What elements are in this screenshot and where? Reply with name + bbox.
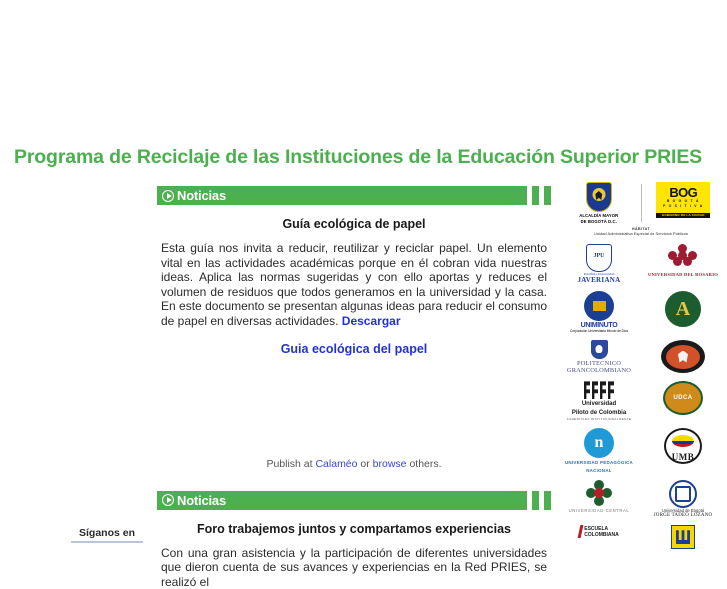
escuela-mark-icon bbox=[579, 525, 618, 538]
politecnico-shield-icon bbox=[591, 340, 608, 359]
logo-row bbox=[557, 291, 725, 333]
uniminuto-wordmark: UNIMINUTO bbox=[580, 322, 618, 329]
escuela-bar-icon bbox=[578, 525, 584, 538]
main-content bbox=[157, 186, 551, 589]
uan-seal-icon bbox=[665, 291, 701, 327]
piloto-subtitle: ACREDITADA INSTITUCIONALMENTE bbox=[566, 417, 632, 422]
logo-alcaldia-mayor-bogota[interactable] bbox=[557, 182, 641, 224]
spacer bbox=[557, 374, 725, 381]
article-body bbox=[161, 546, 547, 589]
logo-jorge-tadeo-lozano[interactable] bbox=[641, 480, 725, 518]
umb-wordmark: UMB bbox=[671, 452, 695, 463]
news-header-main-1 bbox=[157, 186, 527, 205]
politecnico-wordmark: POLITECNICO GRANCOLOMBIANO bbox=[566, 360, 632, 375]
habitat-title: HÁBITAT bbox=[631, 227, 651, 231]
document-link[interactable]: Guia ecológica del papel bbox=[280, 341, 428, 356]
upn-wordmark-2: NACIONAL bbox=[586, 467, 612, 473]
logo-caption: ALCALDÍA MAYOR bbox=[579, 213, 619, 218]
logo-row bbox=[557, 428, 725, 473]
news-header-bar-1 bbox=[157, 186, 551, 205]
calameo-embed-viewer[interactable] bbox=[157, 356, 551, 456]
escuela-caption-2: COLOMBIANA bbox=[584, 531, 619, 538]
section-spacer bbox=[157, 470, 551, 491]
tadeo-caption-1: Universidad de Bogotá bbox=[661, 508, 705, 514]
article-body-text: Esta guía nos invita a reducir, reutilizar y reciclar papel. Un elemento vital en las actividades académicas porque en él cobran vida nuestras ideas. Aplica las normas sugeridas y con ello aportas y reduces el volumen de residuos que todos generamos en la universidad y la casa. En este documento se presentan algunas ideas para reducir el consumo de papel en diversas actividades. bbox=[161, 241, 547, 328]
uniminuto-circle-icon bbox=[584, 291, 614, 321]
piloto-mark-icon bbox=[584, 381, 614, 399]
spacer bbox=[557, 333, 725, 340]
play-circle-icon bbox=[162, 190, 174, 202]
habitat-credit bbox=[557, 227, 725, 237]
javeriana-pre: Pontificia Universidad bbox=[583, 272, 615, 276]
calameo-embed-footer bbox=[157, 458, 551, 470]
tadeo-circle-icon bbox=[669, 480, 697, 508]
news-header-label: Noticias bbox=[177, 188, 226, 203]
rosario-wordmark: UNIVERSIDAD DEL ROSARIO bbox=[648, 272, 718, 277]
news-header-block-a bbox=[532, 491, 539, 510]
article-body-line-2: dieron cuenta de sus avances y experiencias en la Red PRIES, se realizó el bbox=[161, 560, 547, 589]
news-header-block-b bbox=[544, 186, 551, 205]
logo-uniminuto[interactable] bbox=[557, 291, 641, 333]
spacer bbox=[557, 237, 725, 244]
article-1 bbox=[157, 217, 551, 356]
calameo-link[interactable]: Calaméo bbox=[315, 457, 358, 470]
article-title: Foro trabajemos juntos y compartamos experiencias bbox=[197, 521, 511, 536]
bog-tagline-2: P O S I T I V A bbox=[663, 203, 704, 208]
follow-us-section bbox=[62, 527, 152, 543]
udca-seal-icon bbox=[663, 381, 703, 415]
logo-universidad-central[interactable] bbox=[557, 480, 641, 513]
upn-circle-icon bbox=[584, 428, 614, 458]
bog-mark-icon bbox=[656, 182, 710, 213]
news-header-label: Noticias bbox=[177, 492, 226, 508]
logo-row bbox=[557, 525, 725, 549]
partner-logos-sidebar bbox=[557, 182, 725, 549]
logo-universidad-manuela-beltran[interactable] bbox=[641, 428, 725, 464]
bogota-crest-icon bbox=[586, 182, 612, 212]
logo-udca[interactable] bbox=[641, 381, 725, 415]
central-flower-icon bbox=[586, 480, 612, 506]
habitat-subtitle: Unidad Administrativa Especial de Servicios Públicos bbox=[593, 231, 689, 236]
article-body bbox=[161, 241, 547, 329]
embed-prefix: Publish at bbox=[266, 457, 316, 470]
news-header-block-a bbox=[532, 186, 539, 205]
logo-universidad-javeriana[interactable] bbox=[557, 244, 641, 284]
tadeo-caption-2: JORGE TADEO LOZANO bbox=[653, 513, 713, 519]
javeriana-shield-icon bbox=[586, 244, 612, 272]
logo-row bbox=[557, 480, 725, 518]
universidad-libre-seal-icon bbox=[661, 340, 705, 373]
news-header-block-b bbox=[544, 491, 551, 510]
javeriana-wordmark: JAVERIANA bbox=[577, 276, 621, 284]
central-wordmark: UNIVERSIDAD CENTRAL bbox=[568, 508, 630, 514]
upn-wordmark: UNIVERSIDAD PEDAGÓGICA bbox=[564, 460, 634, 466]
rosario-flower-icon bbox=[668, 244, 698, 270]
follow-us-underline bbox=[71, 541, 143, 543]
piloto-wordmark-2: Piloto de Colombia bbox=[571, 410, 627, 417]
escuela-caption-1: ESCUELA bbox=[584, 525, 609, 532]
play-circle-icon bbox=[162, 494, 174, 506]
news-header-bar-2 bbox=[157, 491, 551, 510]
logo-university-shield[interactable] bbox=[641, 525, 725, 549]
umb-seal-icon bbox=[664, 428, 702, 464]
browse-link[interactable]: browse bbox=[372, 457, 407, 470]
logo-caption-2: DE BOGOTÁ D.C. bbox=[580, 219, 617, 224]
spacer bbox=[557, 473, 725, 480]
logo-universidad-del-rosario[interactable] bbox=[641, 244, 725, 277]
bog-government-bar: GOBIERNO DE LA CIUDAD bbox=[656, 213, 710, 218]
embed-suffix: others. bbox=[406, 457, 442, 470]
download-link[interactable]: Descargar bbox=[341, 313, 401, 328]
logo-universidad-antonio-narino[interactable] bbox=[641, 291, 725, 327]
spacer bbox=[557, 284, 725, 291]
logo-row bbox=[557, 244, 725, 284]
logo-politecnico-grancolombiano[interactable] bbox=[557, 340, 641, 374]
embed-middle: or bbox=[357, 457, 373, 470]
article-body-line-1: Con una gran asistencia y la participación de diferentes universidades que bbox=[161, 545, 547, 575]
logo-universidad-libre[interactable] bbox=[641, 340, 725, 373]
news-header-main-2 bbox=[157, 491, 527, 510]
colombia-flag-icon bbox=[672, 435, 694, 447]
spacer bbox=[557, 421, 725, 428]
page-title: Programa de Reciclaje de las Instituciones de la Educación Superior PRIES bbox=[14, 146, 703, 168]
logo-row bbox=[557, 381, 725, 421]
logo-universidad-pedagogica-nacional[interactable] bbox=[557, 428, 641, 473]
logo-bogota-positiva[interactable] bbox=[642, 182, 726, 218]
piloto-wordmark: Universidad bbox=[581, 401, 617, 408]
uniminuto-subtitle: Corporación Universitaria Minuto de Dios bbox=[569, 329, 629, 333]
follow-us-label: Síganos en bbox=[78, 527, 135, 539]
bog-tagline: B O G O T Á bbox=[666, 199, 700, 204]
logo-row bbox=[557, 340, 725, 374]
article-title: Guía ecológica de papel bbox=[282, 217, 426, 231]
article-2 bbox=[157, 522, 551, 589]
logo-universidad-piloto[interactable] bbox=[557, 381, 641, 421]
bog-wordmark: BOG bbox=[669, 185, 698, 201]
logo-escuela-colombiana[interactable] bbox=[557, 525, 641, 538]
logo-row bbox=[557, 182, 725, 224]
university-shield-icon bbox=[671, 525, 695, 549]
